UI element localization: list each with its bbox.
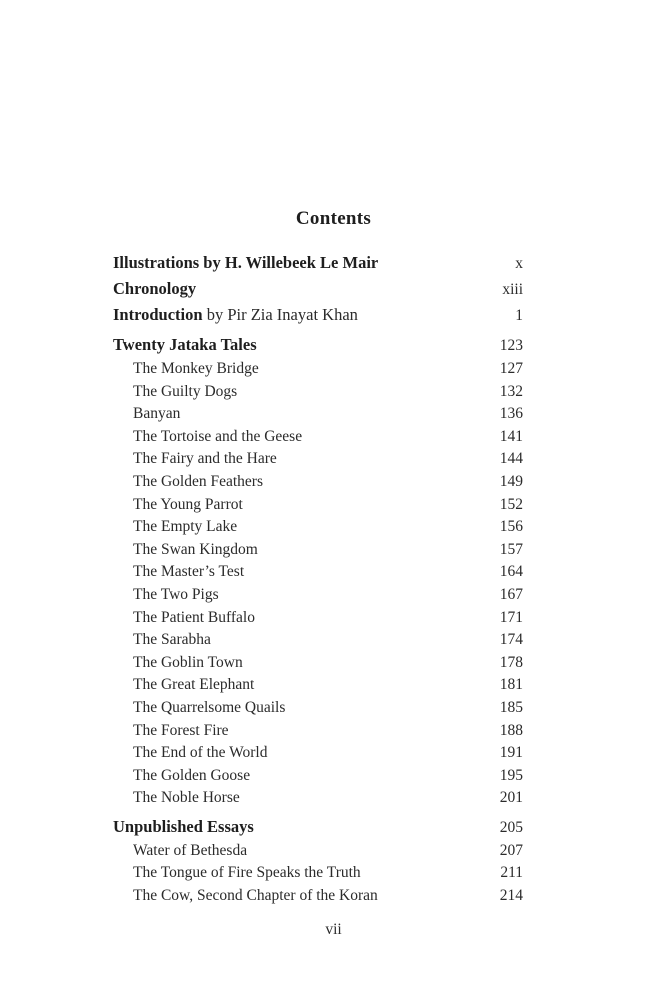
toc-entry-title-regular: The Golden Goose bbox=[133, 766, 251, 784]
toc-entry-title bbox=[113, 332, 269, 357]
toc-entry-title bbox=[133, 652, 255, 675]
toc-entry-title-regular: The Forest Fire bbox=[133, 721, 229, 739]
toc-entry-title-regular: The Goblin Town bbox=[133, 653, 243, 671]
toc-entry-title-regular: The Monkey Bridge bbox=[133, 360, 259, 377]
toc-entry-title bbox=[133, 765, 262, 788]
toc-entry-page-number: 201 bbox=[499, 789, 523, 807]
toc-entry-title-regular: The Tortoise and the Geese bbox=[133, 427, 303, 445]
toc-entry-page-number: 123 bbox=[499, 337, 523, 354]
toc-entry bbox=[113, 742, 523, 765]
toc-entry-title bbox=[133, 720, 241, 743]
toc-entry-title-regular: The End of the World bbox=[133, 744, 268, 762]
toc-entry-title bbox=[133, 885, 390, 908]
toc-entry-title-regular: The Great Elephant bbox=[133, 676, 255, 694]
toc-entry-page-number: 185 bbox=[499, 698, 523, 716]
toc-entry-title bbox=[133, 742, 280, 765]
toc-entry bbox=[113, 516, 523, 539]
toc-list bbox=[113, 250, 523, 908]
toc-entry-page-number: 157 bbox=[499, 540, 523, 558]
toc-entry bbox=[113, 302, 523, 328]
toc-entry-title bbox=[133, 862, 373, 885]
toc-entry-title-regular: The Empty Lake bbox=[133, 518, 238, 536]
page-title: Contents bbox=[295, 208, 372, 229]
toc-entry-title bbox=[133, 494, 255, 517]
toc-entry-page-number: 141 bbox=[499, 427, 523, 445]
toc-entry bbox=[113, 561, 523, 584]
toc-entry bbox=[113, 403, 523, 426]
toc-entry-title bbox=[133, 403, 192, 426]
toc-entry bbox=[113, 332, 523, 358]
toc-entry-page-number: 167 bbox=[499, 585, 523, 603]
folio-page-number: vii bbox=[325, 921, 342, 938]
toc-entry-title bbox=[133, 697, 297, 720]
toc-entry bbox=[113, 862, 523, 885]
toc-entry-title-regular: The Guilty Dogs bbox=[133, 382, 238, 400]
toc-entry-title-regular: The Golden Feathers bbox=[133, 472, 263, 490]
toc-entry bbox=[113, 471, 523, 494]
toc-entry-page-number: 132 bbox=[499, 382, 523, 400]
toc-entry-page-number: 171 bbox=[499, 608, 523, 626]
toc-entry-title bbox=[113, 276, 208, 301]
toc-entry-page-number: xiii bbox=[502, 281, 523, 298]
toc-entry-page-number: 181 bbox=[499, 676, 523, 694]
toc-entry-title bbox=[133, 358, 271, 381]
toc-entry-title-regular: Water of Bethesda bbox=[133, 841, 248, 859]
toc-entry bbox=[113, 674, 523, 697]
toc-entry-page-number: 195 bbox=[499, 766, 523, 784]
toc-entry bbox=[113, 607, 523, 630]
toc-entry-title-regular: The Swan Kingdom bbox=[133, 540, 258, 558]
toc-entry-page-number: 164 bbox=[499, 563, 523, 581]
toc-entry bbox=[113, 494, 523, 517]
toc-entry bbox=[113, 250, 523, 276]
toc-entry-page-number: 156 bbox=[499, 518, 523, 536]
toc-entry-page-number: 144 bbox=[499, 450, 523, 468]
toc-entry bbox=[113, 652, 523, 675]
toc-entry-title-bold: Chronology bbox=[113, 279, 197, 298]
toc-entry-page-number: 127 bbox=[499, 360, 523, 377]
toc-entry-title-regular: The Noble Horse bbox=[133, 789, 240, 807]
toc-entry-title-bold: Introduction bbox=[113, 305, 203, 324]
toc-entry-page-number: 1 bbox=[515, 307, 523, 324]
toc-entry-page-number: 152 bbox=[499, 495, 523, 513]
toc-entry bbox=[113, 697, 523, 720]
toc-entry-title-regular: The Two Pigs bbox=[133, 585, 219, 603]
toc-entry bbox=[113, 448, 523, 471]
toc-entry-page-number: 191 bbox=[499, 744, 523, 762]
toc-entry-title-regular: The Young Parrot bbox=[133, 495, 243, 513]
toc-entry-title bbox=[113, 302, 370, 327]
toc-entry-page-number: 205 bbox=[499, 818, 523, 836]
toc-entry-title-regular: The Master’s Test bbox=[133, 563, 245, 581]
toc-entry-title bbox=[133, 787, 252, 810]
toc-entry-title-regular: The Sarabha bbox=[133, 631, 211, 649]
toc-entry-title-bold: Twenty Jataka Tales bbox=[113, 335, 257, 354]
toc-entry-title-regular: The Quarrelsome Quails bbox=[133, 698, 286, 716]
toc-entry-title bbox=[133, 674, 266, 697]
toc-entry-title-regular: by Pir Zia Inayat Khan bbox=[202, 305, 358, 324]
toc-entry-title bbox=[133, 426, 314, 449]
toc-entry bbox=[113, 629, 523, 652]
toc-entry-title bbox=[133, 516, 249, 539]
toc-entry-title-regular: The Fairy and the Hare bbox=[133, 450, 277, 468]
toc-entry-page-number: 174 bbox=[499, 631, 523, 649]
toc-entry bbox=[113, 539, 523, 562]
toc-entry bbox=[113, 381, 523, 404]
toc-entry bbox=[113, 358, 523, 381]
toc-entry-title bbox=[113, 250, 390, 275]
toc-entry-title bbox=[133, 448, 289, 471]
toc-entry bbox=[113, 276, 523, 302]
toc-entry-title bbox=[133, 561, 256, 584]
toc-entry-title bbox=[133, 584, 231, 607]
toc-entry-title bbox=[133, 607, 267, 630]
toc-entry-page-number: 188 bbox=[499, 721, 523, 739]
toc-entry-title bbox=[113, 814, 266, 839]
toc-entry bbox=[113, 814, 523, 840]
toc-entry-page-number: 149 bbox=[499, 472, 523, 490]
toc-entry-page-number: x bbox=[515, 255, 523, 272]
toc-entry-title bbox=[133, 539, 270, 562]
toc-entry-page-number: 136 bbox=[499, 405, 523, 423]
toc-entry-title-bold: Unpublished Essays bbox=[113, 816, 254, 836]
toc-entry-title bbox=[133, 629, 223, 652]
toc-entry-title bbox=[133, 840, 259, 863]
toc-entry-page-number: 207 bbox=[499, 841, 523, 859]
toc-entry bbox=[113, 840, 523, 863]
toc-entry-title-regular: The Cow, Second Chapter of the Koran bbox=[133, 887, 378, 905]
toc-entry bbox=[113, 885, 523, 908]
toc-entry-page-number: 211 bbox=[500, 864, 523, 882]
toc-entry-title-regular: The Tongue of Fire Speaks the Truth bbox=[133, 864, 361, 882]
toc-entry-page-number: 214 bbox=[499, 887, 523, 905]
toc-entry bbox=[113, 787, 523, 810]
toc-entry-title bbox=[133, 471, 275, 494]
toc-entry bbox=[113, 584, 523, 607]
toc-entry-title-bold: Illustrations by H. Willebeek Le Mair bbox=[113, 253, 379, 272]
toc-entry bbox=[113, 720, 523, 743]
toc-entry bbox=[113, 765, 523, 788]
toc-entry bbox=[113, 426, 523, 449]
toc-entry-title bbox=[133, 381, 249, 404]
toc-entry-title-regular: The Patient Buffalo bbox=[133, 608, 255, 626]
toc-entry-title-regular: Banyan bbox=[133, 405, 181, 423]
toc-entry-page-number: 178 bbox=[499, 653, 523, 671]
